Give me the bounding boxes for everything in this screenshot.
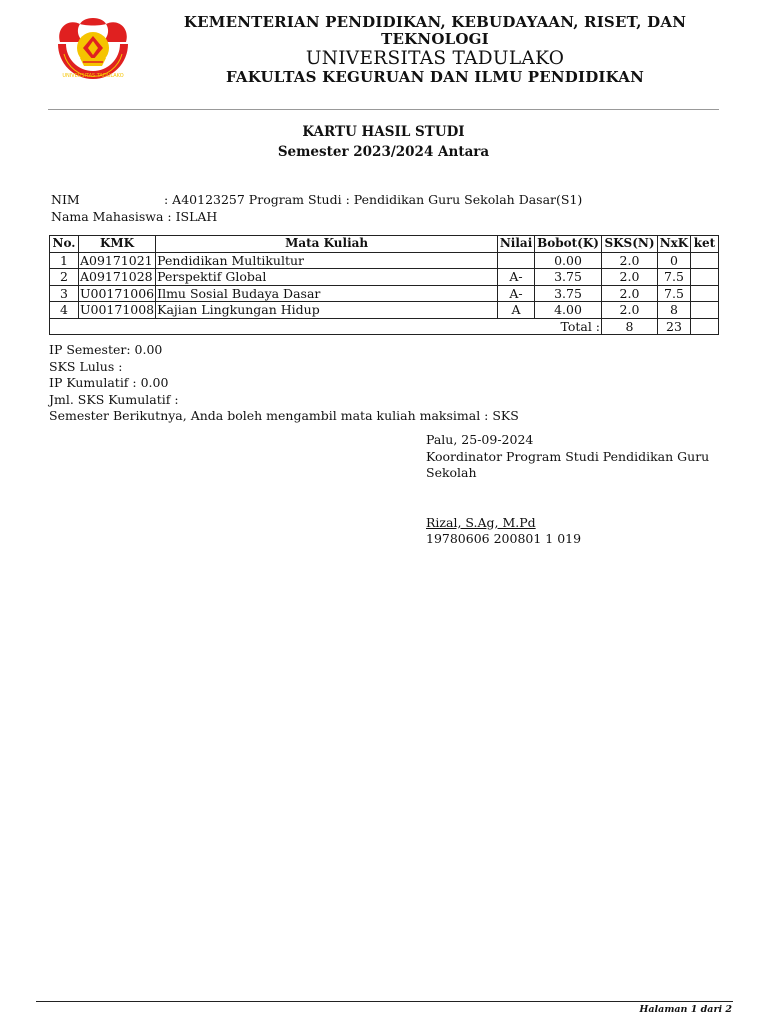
header-mata-kuliah: Mata Kuliah [156,236,498,253]
header-no: No. [50,236,79,253]
header-sks: SKS(N) [602,236,658,253]
cell-sks: 2.0 [602,285,658,302]
cell-kmk: U00171008 [79,302,155,318]
sks-lulus: SKS Lulus : [49,358,123,374]
title-line-1: KARTU HASIL STUDI [302,124,465,140]
jml-sks-kumulatif: Jml. SKS Kumulatif : [49,391,179,407]
header-nilai: Nilai [498,236,535,253]
study-summary [49,342,519,425]
cell-nxk: 8 [657,302,690,319]
cell-bobot: 3.75 [535,269,602,286]
cell-nxk: 0 [657,252,690,269]
total-label: Total : [50,318,602,335]
cell-nxk: 7.5 [657,269,690,286]
total-sks: 8 [602,318,658,335]
cell-no: 1 [50,252,79,269]
place-date: Palu, 25-09-2024 [426,432,534,447]
cell-nilai [498,252,535,269]
table-total-row [50,318,719,335]
nim-row [51,192,582,209]
cell-nilai: A- [498,285,535,302]
cell-no: 3 [50,285,79,302]
cell-bobot: 4.00 [535,302,602,319]
cell-nilai: A [498,302,535,319]
cell-ket [690,269,718,286]
signature-space [426,482,726,515]
grades-table [49,235,719,335]
name-value: : ISLAH [167,208,218,224]
cell-sks: 2.0 [602,269,658,286]
page-number: Halaman 1 dari 2 [639,1004,732,1015]
cell-no: 2 [50,269,79,286]
signature-block [426,432,726,548]
signer-name: Rizal, S.Ag, M.Pd [426,514,536,530]
ip-semester: IP Semester: 0.00 [49,342,163,357]
ip-kumulatif: IP Kumulatif : 0.00 [49,375,169,390]
table-row [50,302,719,319]
total-ket [690,318,718,335]
letterhead [150,14,720,86]
header-ket: ket [690,236,718,253]
university-name: UNIVERSITAS TADULAKO [305,48,565,69]
footer-divider [36,1001,733,1002]
header-nxk: NxK [657,236,690,253]
cell-bobot: 3.75 [535,285,602,302]
ministry-name: KEMENTERIAN PENDIDIKAN, KEBUDAYAAN, RISET, DAN TEKNOLOGI [183,13,687,48]
nim-value: : A40123257 Program Studi : Pendidikan Guru Sekolah Dasar(S1) [164,192,583,207]
cell-no: 4 [50,302,79,319]
nim-label: NIM [51,192,80,207]
name-label: Nama Mahasiswa [51,208,164,224]
header-bobot: Bobot(K) [535,236,602,253]
cell-ket [690,302,718,319]
student-info [51,192,582,225]
header-kmk: KMK [78,236,155,253]
table-row [50,252,719,269]
cell-nxk: 7.5 [657,285,690,302]
cell-kmk: A09171028 [78,269,155,286]
name-row [51,209,582,226]
title-line-2: Semester 2023/2024 Antara [277,144,490,160]
logo-text: UNIVERSITAS TADULAKO [62,73,124,79]
document-title [48,122,719,162]
cell-nilai: A- [498,269,535,286]
table-header-row [50,236,719,253]
header-divider [48,109,719,110]
table-row [50,285,719,302]
cell-sks: 2.0 [602,252,658,269]
cell-mata-kuliah: Pendidikan Multikultur [156,252,498,269]
next-semester-note: Semester Berikutnya, Anda boleh mengambil mata kuliah maksimal : SKS [49,408,519,423]
signer-role: Koordinator Program Studi Pendidikan Guru Sekolah [426,448,710,480]
cell-sks: 2.0 [602,302,658,319]
cell-mata-kuliah: Kajian Lingkungan Hidup [156,302,498,319]
cell-kmk: U00171006 [79,285,155,301]
total-nxk: 23 [657,318,690,335]
cell-mata-kuliah: Perspektif Global [156,269,498,286]
cell-bobot: 0.00 [535,252,602,269]
cell-kmk: A09171021 [78,252,155,269]
cell-ket [690,285,718,302]
faculty-name: FAKULTAS KEGURUAN DAN ILMU PENDIDIKAN [225,68,645,86]
cell-mata-kuliah: Ilmu Sosial Budaya Dasar [156,285,498,302]
university-logo [50,14,136,86]
signer-nip: 19780606 200801 1 019 [426,531,582,546]
cell-ket [690,252,718,269]
table-row [50,269,719,286]
